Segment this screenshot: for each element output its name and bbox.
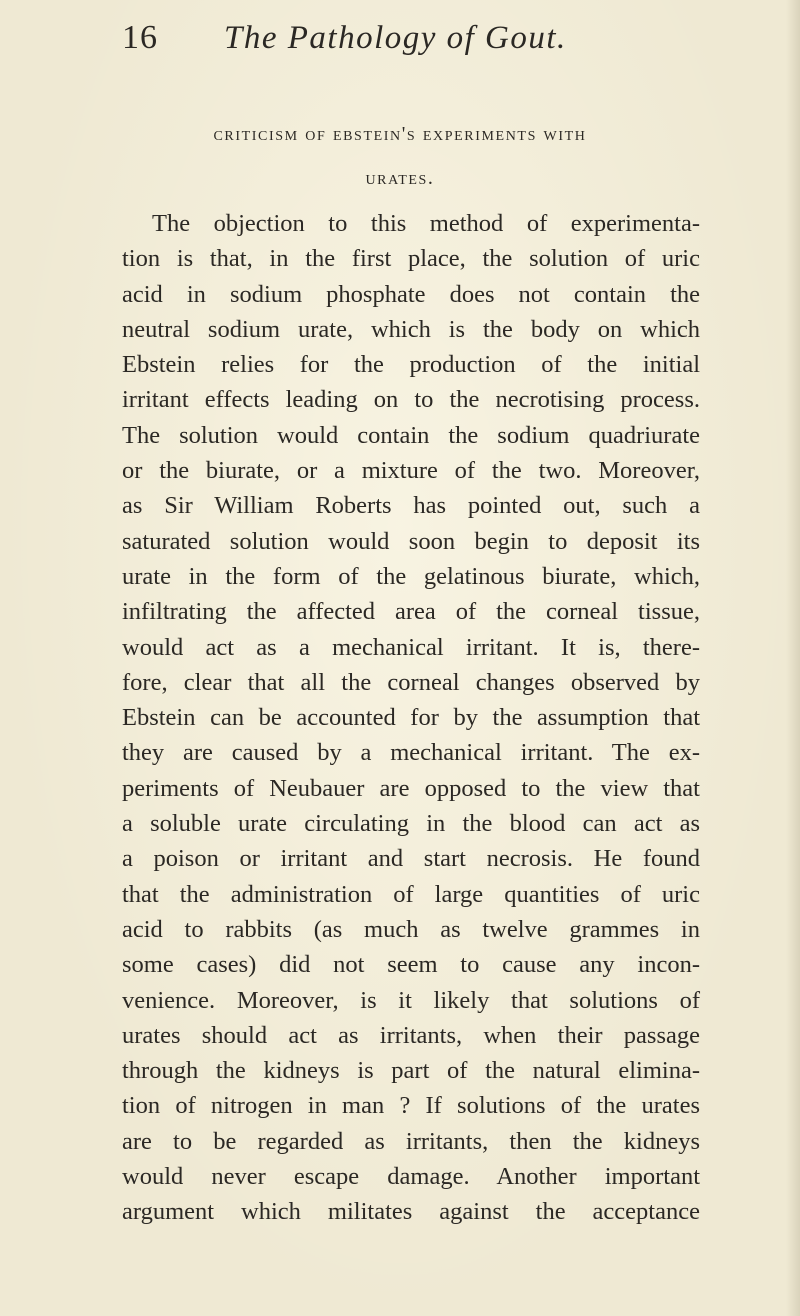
- text-line: tion of nitrogen in man ? If solutions of the urates: [122, 1092, 700, 1120]
- text-line: urate in the form of the gelatinous biurate, which,: [122, 562, 700, 590]
- text-line: a soluble urate circulating in the blood can act as: [122, 810, 700, 838]
- text-line: some cases) did not seem to cause any incon-: [122, 951, 700, 979]
- section-heading: [120, 112, 680, 200]
- running-head: [0, 8, 800, 68]
- text-line: neutral sodium urate, which is the body on which: [122, 315, 700, 343]
- text-line: venience. Moreover, is it likely that solutions of: [122, 986, 700, 1014]
- text-line: The solution would contain the sodium quadriurate: [122, 421, 700, 449]
- text-line: periments of Neubauer are opposed to the view that: [122, 774, 700, 802]
- text-line: acid to rabbits (as much as twelve grammes in: [122, 915, 700, 943]
- page-edge-shadow: [786, 0, 800, 1316]
- text-line: The objection to this method of experimenta-: [152, 210, 700, 237]
- text-line: infiltrating the affected area of the corneal tissue,: [122, 598, 700, 626]
- text-line: as Sir William Roberts has pointed out, such a: [122, 492, 700, 520]
- text-line: are to be regarded as irritants, then the kidneys: [122, 1127, 700, 1155]
- page-number: 16: [122, 19, 158, 56]
- text-line: saturated solution would soon begin to deposit its: [122, 527, 700, 555]
- text-line: would act as a mechanical irritant. It is, there-: [122, 633, 700, 661]
- text-line: fore, clear that all the corneal changes observed by: [122, 668, 700, 696]
- body-paragraph: [122, 206, 700, 1230]
- section-heading-line: urates.: [365, 167, 435, 189]
- text-line: Ebstein relies for the production of the initial: [122, 351, 700, 379]
- text-line: argument which militates against the acceptance: [122, 1198, 700, 1226]
- text-line: would never escape damage. Another important: [122, 1163, 700, 1191]
- section-heading-line: criticism of ebstein's experiments with: [213, 123, 587, 145]
- text-line: a poison or irritant and start necrosis. He found: [122, 845, 700, 873]
- text-line: or the biurate, or a mixture of the two. Moreover,: [122, 457, 700, 485]
- text-line: Ebstein can be accounted for by the assumption that: [122, 704, 700, 732]
- text-line: acid in sodium phosphate does not contain the: [122, 280, 700, 308]
- text-line: urates should act as irritants, when their passage: [122, 1021, 700, 1049]
- text-line: they are caused by a mechanical irritant. The ex-: [122, 739, 700, 767]
- text-line: tion is that, in the first place, the solution of uric: [122, 245, 700, 273]
- text-line: that the administration of large quantities of uric: [122, 880, 700, 908]
- text-line: irritant effects leading on to the necrotising process.: [122, 386, 700, 414]
- running-head-title: The Pathology of Gout.: [224, 20, 567, 56]
- text-line: through the kidneys is part of the natural elimina-: [122, 1057, 700, 1085]
